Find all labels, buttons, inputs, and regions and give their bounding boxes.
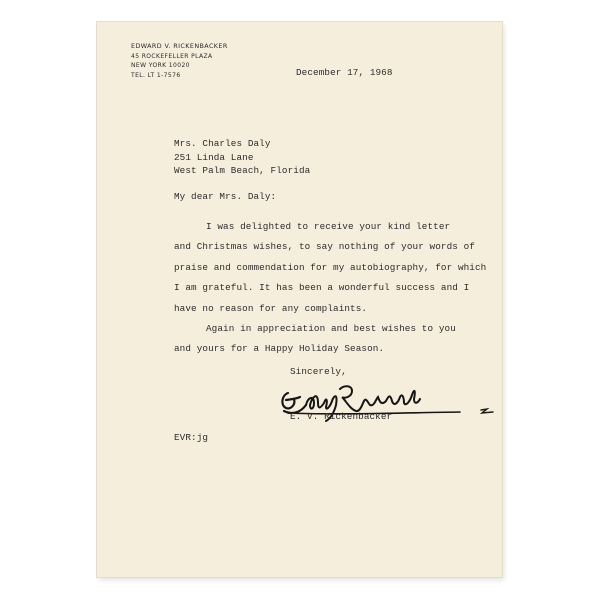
- recipient-name: Mrs. Charles Daly: [174, 138, 271, 149]
- pen-mark: [479, 407, 497, 415]
- typist-initials: EVR:jg: [174, 432, 209, 443]
- letterhead: [131, 42, 228, 80]
- body-line: and yours for a Happy Holiday Season.: [174, 343, 385, 354]
- letter-sheet: [97, 22, 502, 577]
- letter-date: December 17, 1968: [296, 67, 393, 78]
- recipient-address: [174, 137, 310, 178]
- closing: Sincerely,: [290, 366, 347, 377]
- letterhead-address-line-2: NEW YORK 10020: [131, 62, 190, 69]
- salutation: My dear Mrs. Daly:: [174, 191, 277, 202]
- body-line: and Christmas wishes, to say nothing of your words of: [174, 241, 475, 252]
- body-line: I was delighted to receive your kind letter: [206, 221, 451, 232]
- letterhead-phone: TEL. LT 1-7576: [131, 71, 181, 79]
- body-line: I am grateful. It has been a wonderful success and I: [174, 282, 470, 293]
- body-line: have no reason for any complaints.: [174, 303, 368, 314]
- letterhead-address-line-1: 45 ROCKEFELLER PLAZA: [131, 52, 213, 60]
- typed-signature-name: E. V. Rickenbacker: [290, 411, 393, 422]
- letterhead-name: EDWARD V. RICKENBACKER: [131, 42, 228, 50]
- recipient-street: 251 Linda Lane: [174, 151, 254, 163]
- body-line: Again in appreciation and best wishes to you: [206, 323, 456, 334]
- body-line: praise and commendation for my autobiography, for which: [174, 262, 487, 273]
- recipient-city: West Palm Beach, Florida: [174, 165, 311, 176]
